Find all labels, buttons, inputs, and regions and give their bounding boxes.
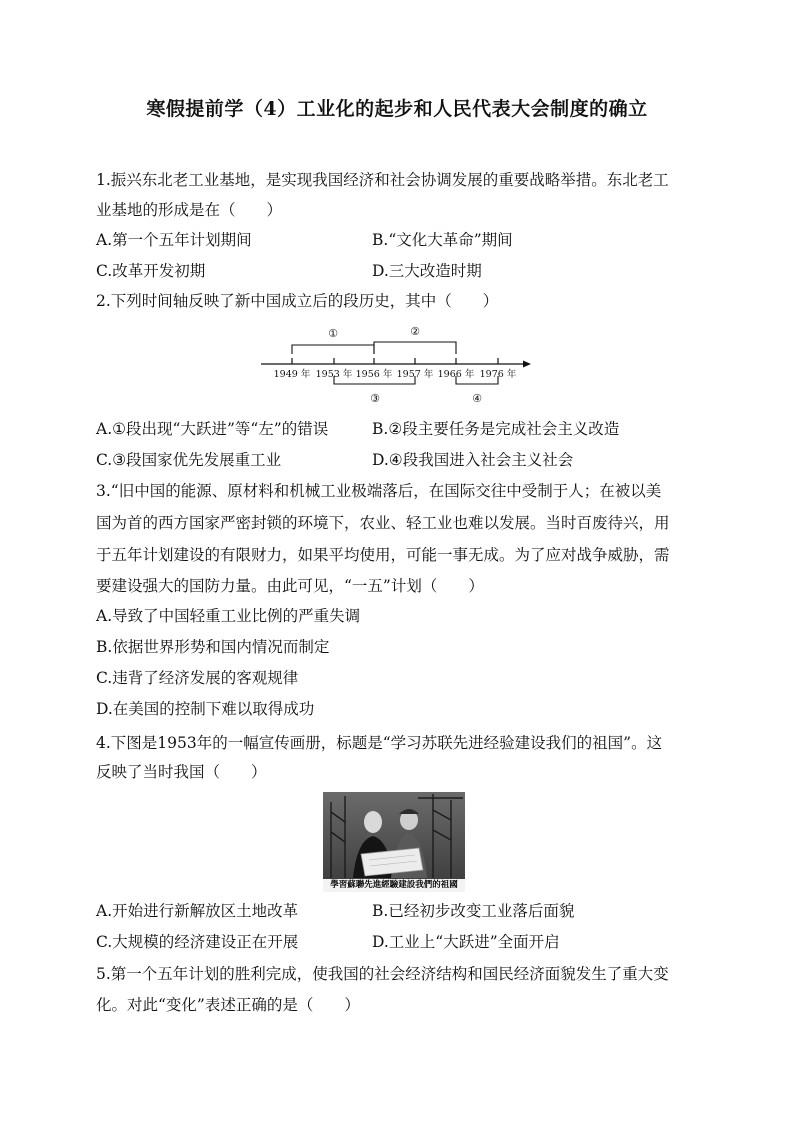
q4-option-a: A.开始进行新解放区土地改革 xyxy=(96,902,299,920)
q1-option-c: C.改革开发初期 xyxy=(96,262,206,280)
propaganda-poster-image xyxy=(323,792,465,892)
q4-stem-line1: 4.下图是1953年的一幅宣传画册，标题是“学习苏联先进经验建设我们的祖国”。这 xyxy=(96,734,663,752)
q4-option-d: D.工业上“大跃进”全面开启 xyxy=(372,933,560,951)
q3-stem-line1: 3.“旧中国的能源、原材料和机械工业极端落后，在国际交往中受制于人；在被以美 xyxy=(96,482,662,500)
timeline-year-1966: 1966 年 xyxy=(437,369,475,380)
q5-stem-line1: 5.第一个五年计划的胜利完成，使我国的社会经济结构和国民经济面貌发生了重大变 xyxy=(96,965,669,983)
timeline-mark-4: ④ xyxy=(472,392,482,405)
q2-option-a: A.①段出现“大跃进”等“左”的错误 xyxy=(96,420,329,438)
timeline-mark-3: ③ xyxy=(370,392,380,405)
q1-option-a: A.第一个五年计划期间 xyxy=(96,231,252,249)
q1-option-d: D.三大改造时期 xyxy=(372,262,482,280)
timeline-figure xyxy=(255,320,545,410)
q3-option-d: D.在美国的控制下难以取得成功 xyxy=(96,700,315,718)
timeline-mark-2: ② xyxy=(410,325,420,338)
q1-stem-line1: 1.振兴东北老工业基地，是实现我国经济和社会协调发展的重要战略举措。东北老工 xyxy=(96,171,669,189)
q2-option-c: C.③段国家优先发展重工业 xyxy=(96,451,282,469)
q1-stem-line2: 业基地的形成是在（ ） xyxy=(96,201,283,219)
q4-stem-line2: 反映了当时我国（ ） xyxy=(96,763,267,781)
timeline-year-1956: 1956 年 xyxy=(355,369,393,380)
q3-option-a: A.导致了中国轻重工业比例的严重失调 xyxy=(96,607,361,625)
q2-option-b: B.②段主要任务是完成社会主义改造 xyxy=(372,420,620,438)
timeline-year-1949: 1949 年 xyxy=(273,369,311,380)
q1-option-b: B.“文化大革命”期间 xyxy=(372,231,513,249)
timeline-mark-1: ① xyxy=(328,327,338,340)
q2-option-d: D.④段我国进入社会主义社会 xyxy=(372,451,574,469)
q3-stem-line3: 于五年计划建设的有限财力，如果平均使用，可能一事无成。为了应对战争威胁，需 xyxy=(96,546,670,564)
poster-illustration xyxy=(323,792,465,892)
timeline-svg xyxy=(255,320,545,410)
q3-stem-line4: 要建设强大的国防力量。由此可见，“一五”计划（ ） xyxy=(96,577,484,595)
q3-option-c: C.违背了经济发展的客观规律 xyxy=(96,669,299,687)
poster-caption: 學習蘇聯先進經驗建設我們的祖國 xyxy=(323,879,465,892)
timeline-year-1953: 1953 年 xyxy=(315,369,353,380)
q4-option-c: C.大规模的经济建设正在开展 xyxy=(96,933,299,951)
timeline-year-1976: 1976 年 xyxy=(479,369,517,380)
q4-option-b: B.已经初步改变工业落后面貌 xyxy=(372,902,575,920)
page-title: 寒假提前学（4）工业化的起步和人民代表大会制度的确立 xyxy=(146,98,648,120)
q2-stem: 2.下列时间轴反映了新中国成立后的段历史，其中（ ） xyxy=(96,292,499,310)
q3-stem-line2: 国为首的西方国家严密封锁的环境下，农业、轻工业也难以发展。当时百废待兴，用 xyxy=(96,514,670,532)
q5-stem-line2: 化。对此“变化”表述正确的是（ ） xyxy=(96,996,360,1014)
timeline-year-1957: 1957 年 xyxy=(396,369,434,380)
q3-option-b: B.依据世界形势和国内情况而制定 xyxy=(96,638,330,656)
